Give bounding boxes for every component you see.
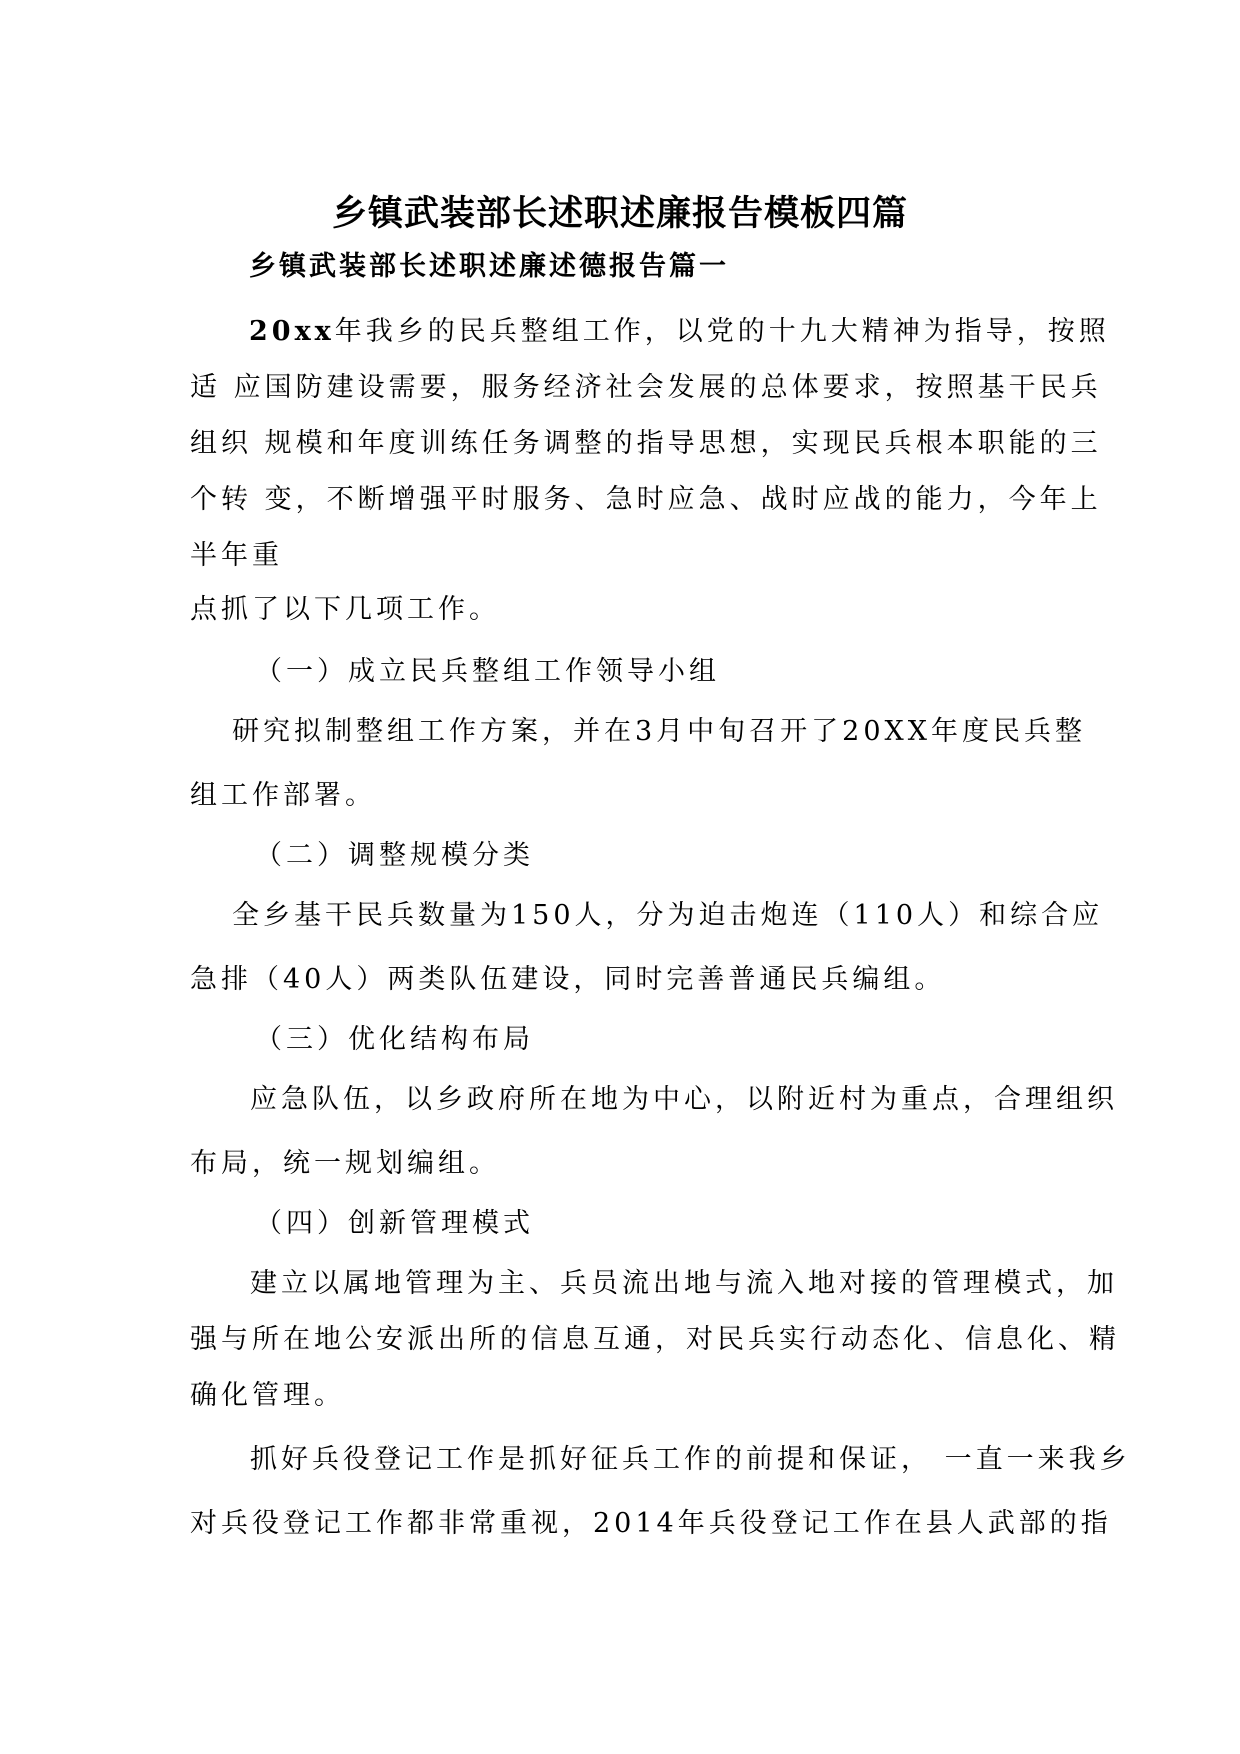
paragraph-1-line-3: 组织 规模和年度训练任务调整的指导思想，实现民兵根本职能的三 bbox=[190, 428, 1102, 459]
paragraph-1-year: 20xx bbox=[249, 316, 335, 347]
heading-2: （二）调整规模分类 bbox=[255, 840, 534, 871]
paragraph-6-line-1: 抓好兵役登记工作是抓好征兵工作的前提和保证， 一直一来我乡 bbox=[250, 1444, 1131, 1475]
paragraph-6-line-2: 对兵役登记工作都非常重视，2014年兵役登记工作在县人武部的指 bbox=[190, 1508, 1112, 1539]
paragraph-5-line-2: 强与所在地公安派出所的信息互通，对民兵实行动态化、信息化、精 bbox=[190, 1324, 1120, 1355]
paragraph-2-line-2: 组工作部署。 bbox=[190, 780, 376, 811]
heading-1: （一）成立民兵整组工作领导小组 bbox=[255, 656, 720, 687]
paragraph-1-line-1-text: 年我乡的民兵整组工作，以党的十九大精神为指导，按照 bbox=[334, 316, 1110, 347]
paragraph-4-line-2: 布局，统一规划编组。 bbox=[190, 1148, 500, 1179]
heading-4: （四）创新管理模式 bbox=[255, 1208, 534, 1239]
paragraph-1-line-4: 个转 变，不断增强平时服务、急时应急、战时应战的能力，今年上 bbox=[190, 484, 1102, 515]
paragraph-5-line-3: 确化管理。 bbox=[190, 1380, 345, 1411]
heading-3: （三）优化结构布局 bbox=[255, 1024, 534, 1055]
paragraph-1-line-6: 点抓了以下几项工作。 bbox=[190, 594, 500, 625]
paragraph-1-line-1 bbox=[249, 312, 1110, 352]
paragraph-2-line-1: 研究拟制整组工作方案，并在3月中旬召开了20XX年度民兵整 bbox=[232, 716, 1086, 747]
paragraph-1-line-2: 适 应国防建设需要，服务经济社会发展的总体要求，按照基干民兵 bbox=[190, 372, 1102, 403]
paragraph-3-line-2: 急排（40人）两类队伍建设，同时完善普通民兵编组。 bbox=[190, 964, 946, 995]
paragraph-4-line-1: 应急队伍，以乡政府所在地为中心，以附近村为重点，合理组织 bbox=[250, 1084, 1118, 1115]
section-subtitle: 乡镇武装部长述职述廉述德报告篇一 bbox=[249, 251, 729, 282]
paragraph-5-line-1: 建立以属地管理为主、兵员流出地与流入地对接的管理模式，加 bbox=[250, 1268, 1118, 1299]
paragraph-1-line-5: 半年重 bbox=[190, 540, 283, 571]
paragraph-3-line-1: 全乡基干民兵数量为150人，分为迫击炮连（110人）和综合应 bbox=[232, 900, 1104, 931]
document-title: 乡镇武装部长述职述廉报告模板四篇 bbox=[331, 194, 908, 234]
